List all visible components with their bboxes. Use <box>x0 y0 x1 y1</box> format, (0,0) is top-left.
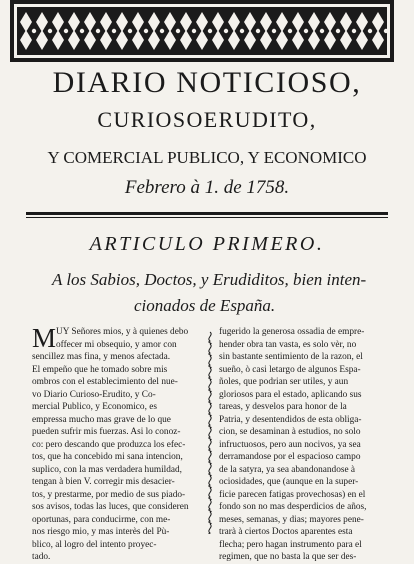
text-line: tos, y prestarme, por medio de sus piado- <box>32 489 186 500</box>
heading-rule-thick <box>26 212 388 215</box>
masthead-title: DIARIO NOTICIOSO, <box>52 66 362 99</box>
text-line: sos avisos, todas las luces, que consideren <box>32 502 189 512</box>
text-line: Patria, y desentendidos de esta obliga- <box>219 414 362 425</box>
text-line: tareas, y desvelos para honor de la <box>219 402 347 412</box>
text-line: pueden sufrir mis fuerzas. Asi lo conoz- <box>32 427 181 437</box>
issue-date: Febrero à 1. de 1758. <box>124 177 290 198</box>
text-line: meses, semanas, y dias; mayores pene- <box>219 514 364 525</box>
text-line: tos, que ha concebido mi sana intencion, <box>32 452 183 462</box>
text-line: regimen, que no basta la que ser des- <box>219 552 357 562</box>
text-line: mercial Publico, y Economico, es <box>32 402 157 412</box>
text-line: vo Diario Curioso-Erudito, y Co- <box>32 389 156 400</box>
text-line: ombros con el establecimiento del nue- <box>32 377 178 387</box>
text-line: tengan à bien V. corregir mis desacier- <box>32 477 175 487</box>
text-line: ficie parecen fatigas provechosas) en el <box>219 489 366 500</box>
article-address-line-1: A los Sabios, Doctos, y Erudiditos, bien inten- <box>52 270 367 289</box>
text-line: nos riesgo mio, y mas interès del Pù- <box>32 527 170 537</box>
text-line: sueño, ò casi letargo de algunos Espa- <box>219 364 361 375</box>
text-line: empressa mucho mas grave de lo que <box>32 414 171 425</box>
text-line: co: pero descando que produzca los efec- <box>32 439 186 450</box>
text-line: oportunas, para conducirme, con me- <box>32 514 171 525</box>
heading-rule-thin <box>26 217 388 218</box>
text-line: El empeño que he tomado sobre mis <box>32 364 168 375</box>
masthead-subtitle: CURIOSOERUDITO, <box>97 107 317 132</box>
drop-cap: M <box>32 323 57 353</box>
text-line: tado. <box>32 552 51 562</box>
text-line: sencillez mas fina, y menos afectada. <box>32 352 171 362</box>
masthead-subtitle-2: Y COMERCIAL PUBLICO, Y ECONOMICO <box>47 148 367 167</box>
text-line: fondo son no mas desperdicios de años, <box>219 502 367 512</box>
text-line: infructuosos, pero aun nocivos, ya sea <box>219 439 361 450</box>
text-line: ñoles, que podrian ser utiles, y aun <box>219 377 349 387</box>
text-line: fugerido la generosa ossadia de empre- <box>219 327 365 337</box>
right-column-text <box>219 326 391 564</box>
article-address-line-2: cionados de España. <box>134 296 276 315</box>
text-line: gloriosos para el estado, aplicando sus <box>219 389 362 400</box>
text-line: sin bastante sentimiento de la razon, el <box>219 352 363 362</box>
article-heading: ARTICULO PRIMERO. <box>89 233 325 255</box>
text-line: offecer mi obsequio, y amor con <box>56 339 177 350</box>
text-line: ociosidades, que (aunque en la super- <box>219 477 359 487</box>
text-line: flecha; pero hagan instrumento para el <box>219 539 362 550</box>
text-line: UY Señores mios, y à quienes debo <box>56 327 189 337</box>
left-column-text <box>32 323 202 564</box>
column-divider-ornament <box>205 328 215 534</box>
text-line: hender obra tan vasta, es solo vèr, no <box>219 339 357 350</box>
text-line: suplico, con la mas verdadera humildad, <box>32 464 182 475</box>
text-line: blico, al logro del intento proyec- <box>32 539 157 550</box>
text-line: de la satyra, ya sea abandonandose à <box>219 464 356 475</box>
text-line: trarà à ciertos Doctos aparentes esta <box>219 527 353 537</box>
decorative-ornament-border <box>10 0 394 62</box>
text-line: derramandose por el espacioso campo <box>219 452 361 462</box>
text-line: cion, se desaminan à estudios, no solo <box>219 427 361 437</box>
